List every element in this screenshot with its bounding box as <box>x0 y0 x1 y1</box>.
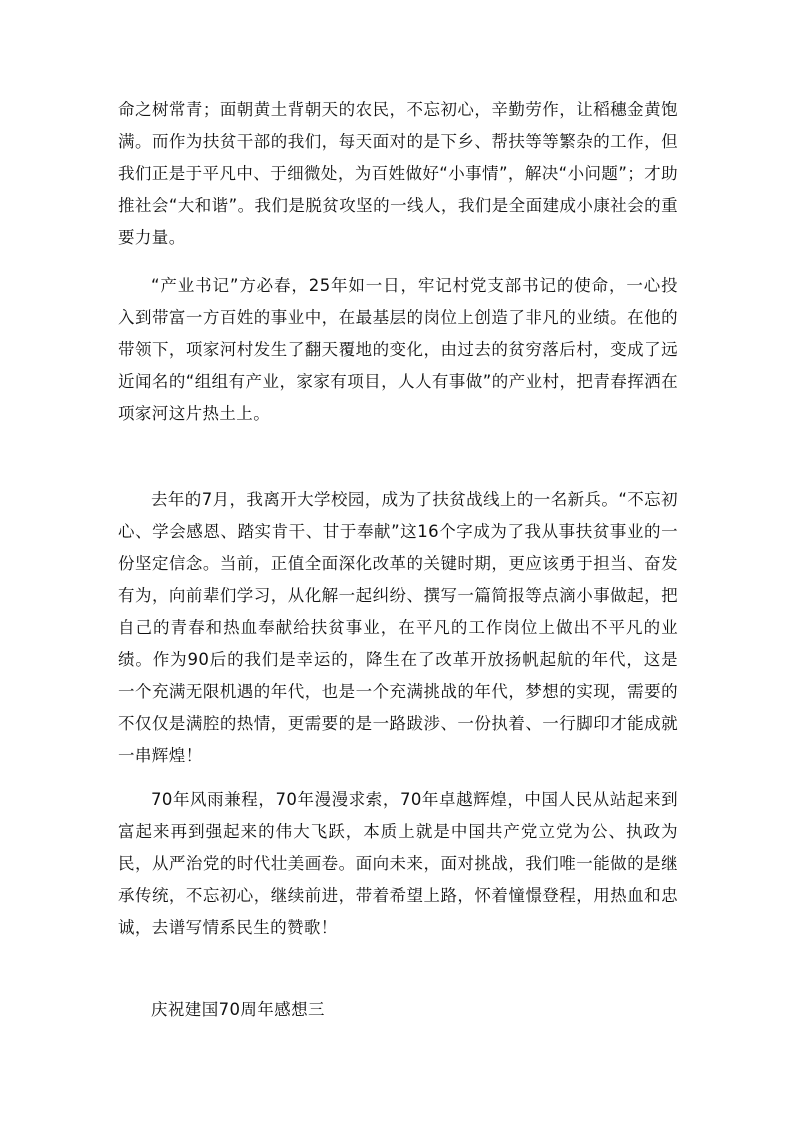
paragraph-2: “产业书记”方必春，25年如一日，牢记村党支部书记的使命，一心投入到带富一方百姓的事业中，在最基层的岗位上创造了非凡的业绩。在他的带领下，项家河村发生了翻天覆地的变化，由过去的贫穷落后村，变成了远近闻名的“组组有产业，家家有项目，人人有事做”的产业村，把青春挥洒在项家河这片热土上。 <box>118 276 678 423</box>
section-heading: 庆祝建国70周年感想三 <box>151 1000 325 1019</box>
paragraph-4: 70年风雨兼程，70年漫漫求索，70年卓越辉煌，中国人民从站起来到富起来再到强起来的伟大飞跃，本质上就是中国共产党立党为公、执政为民，从严治党的时代壮美画卷。面向未来，面对挑战，我们唯一能做的是继承传统，不忘初心，继续前进，带着希望上路，怀着憧憬登程，用热血和忠诚，去谱写情系民生的赞歌！ <box>118 790 678 937</box>
paragraph-1: 命之树常青；面朝黄土背朝天的农民，不忘初心，辛勤劳作，让稻穗金黄饱满。而作为扶贫干部的我们，每天面对的是下乡、帮扶等等繁杂的工作，但我们正是于平凡中、于细微处，为百姓做好“小事情”，解决“小问题”；才助推社会“大和谐”。我们是脱贫攻坚的一线人，我们是全面建成小康社会的重要力量。 <box>118 100 678 247</box>
paragraph-3: 去年的7月，我离开大学校园，成为了扶贫战线上的一名新兵。“不忘初心、学会感恩、踏实肯干、甘于奉献”这16个字成为了我从事扶贫事业的一份坚定信念。当前，正值全面深化改革的关键时期，更应该勇于担当、奋发有为，向前辈们学习，从化解一起纠纷、撰写一篇简报等点滴小事做起，把自己的青春和热血奉献给扶贫事业，在平凡的工作岗位上做出不平凡的业绩。作为90后的我们是幸运的，降生在了改革开放扬帆起航的年代，这是一个充满无限机遇的年代，也是一个充满挑战的年代，梦想的实现，需要的不仅仅是满腔的热情，更需要的是一路跋涉、一份执着、一行脚印才能成就一串辉煌！ <box>118 490 678 765</box>
